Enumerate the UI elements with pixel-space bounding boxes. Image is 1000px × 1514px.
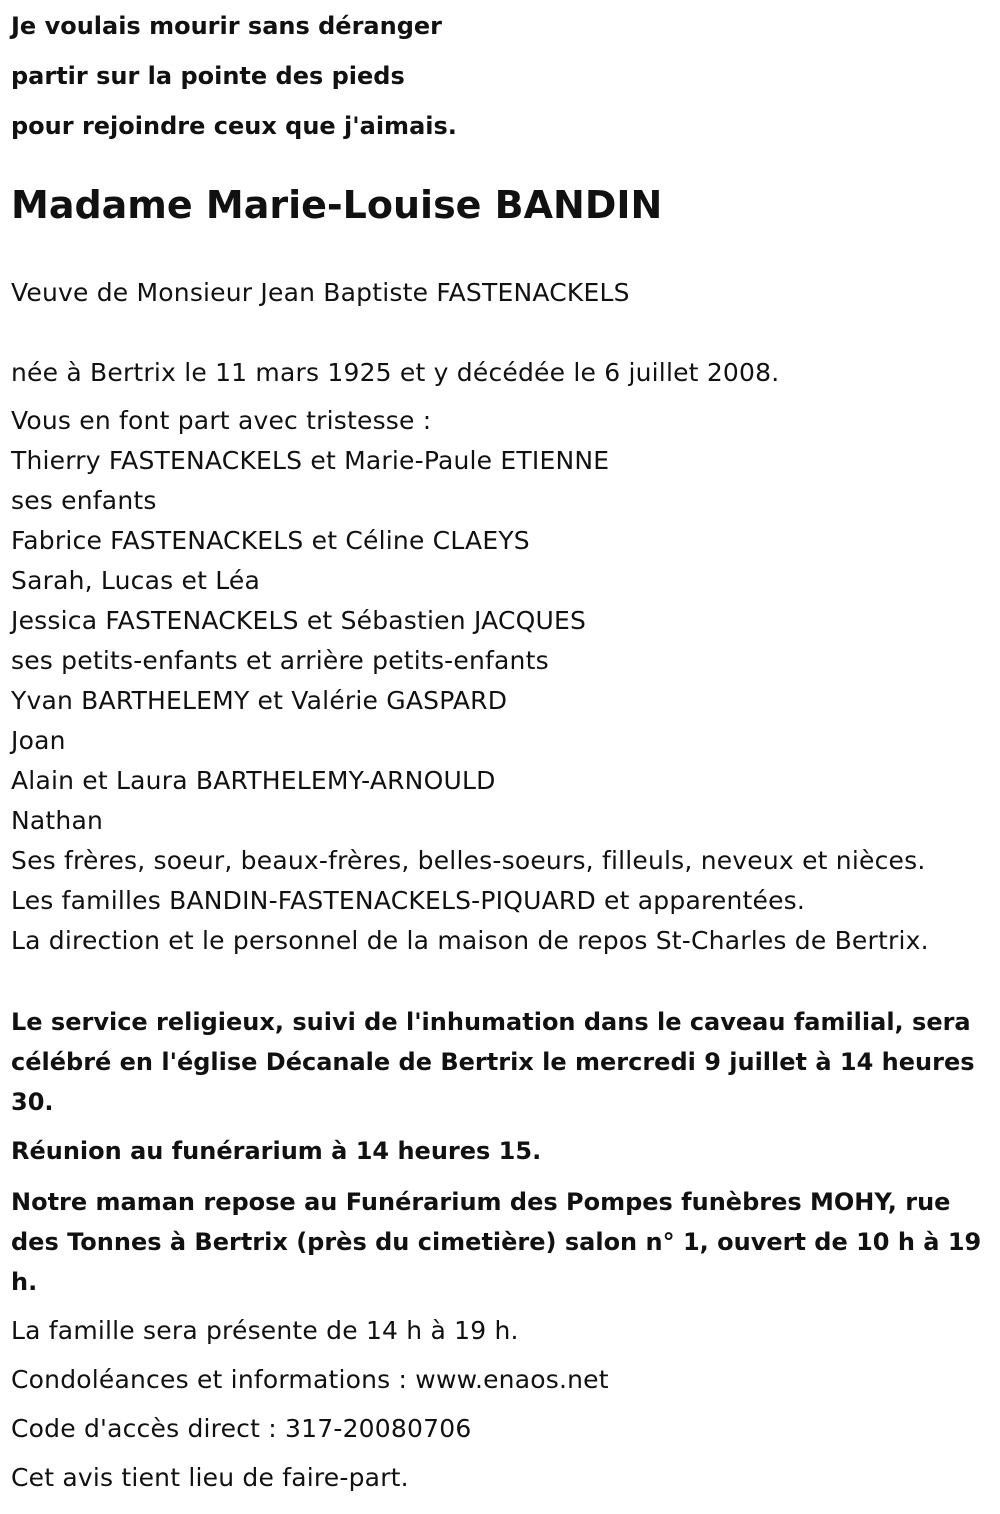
family-presence: La famille sera présente de 14 h à 19 h. (11, 1316, 519, 1345)
family-line: Fabrice FASTENACKELS et Céline CLAEYS (11, 526, 530, 555)
meeting-info: Réunion au funérarium à 14 heures 15. (11, 1137, 542, 1165)
poem-line-3: pour rejoindre ceux que j'aimais. (11, 112, 457, 140)
condolences-info: Condoléances et informations : www.enaos.net (11, 1365, 609, 1394)
family-line: Yvan BARTHELEMY et Valérie GASPARD (11, 686, 508, 715)
family-line: Alain et Laura BARTHELEMY-ARNOULD (11, 766, 496, 795)
access-code: Code d'accès direct : 317-20080706 (11, 1414, 472, 1443)
family-line: Les familles BANDIN-FASTENACKELS-PIQUARD et apparentées. (11, 886, 806, 915)
family-line: ses enfants (11, 486, 157, 515)
family-line: Sarah, Lucas et Léa (11, 566, 261, 595)
family-line: ses petits-enfants et arrière petits-enfants (11, 646, 549, 675)
family-line: Nathan (11, 806, 104, 835)
family-line: Joan (11, 726, 66, 755)
birth-death: née à Bertrix le 11 mars 1925 et y décédée le 6 juillet 2008. (11, 358, 780, 387)
resting-info: Notre maman repose au Funérarium des Pompes funèbres MOHY, rue des Tonnes à Bertrix (près du cimetière) salon n° 1, ouvert de 10 h à 19 h. (11, 1188, 982, 1296)
widow-of: Veuve de Monsieur Jean Baptiste FASTENACKELS (11, 278, 630, 307)
poem-line-1: Je voulais mourir sans déranger (11, 12, 442, 40)
deceased-name: Madame Marie-Louise BANDIN (11, 183, 663, 227)
family-line: Vous en font part avec tristesse : (11, 406, 432, 435)
notice-text: Cet avis tient lieu de faire-part. (11, 1463, 409, 1492)
family-line: Thierry FASTENACKELS et Marie-Paule ETIENNE (11, 446, 610, 475)
family-line: Ses frères, soeur, beaux-frères, belles-soeurs, filleuls, neveux et nièces. (11, 846, 926, 875)
poem-line-2: partir sur la pointe des pieds (11, 62, 405, 90)
family-line: La direction et le personnel de la maison de repos St-Charles de Bertrix. (11, 926, 929, 955)
family-line: Jessica FASTENACKELS et Sébastien JACQUES (11, 606, 587, 635)
service-info: Le service religieux, suivi de l'inhumation dans le caveau familial, sera célébré en l'église Décanale de Bertrix le mercredi 9 juillet à 14 heures 30. (11, 1008, 975, 1116)
